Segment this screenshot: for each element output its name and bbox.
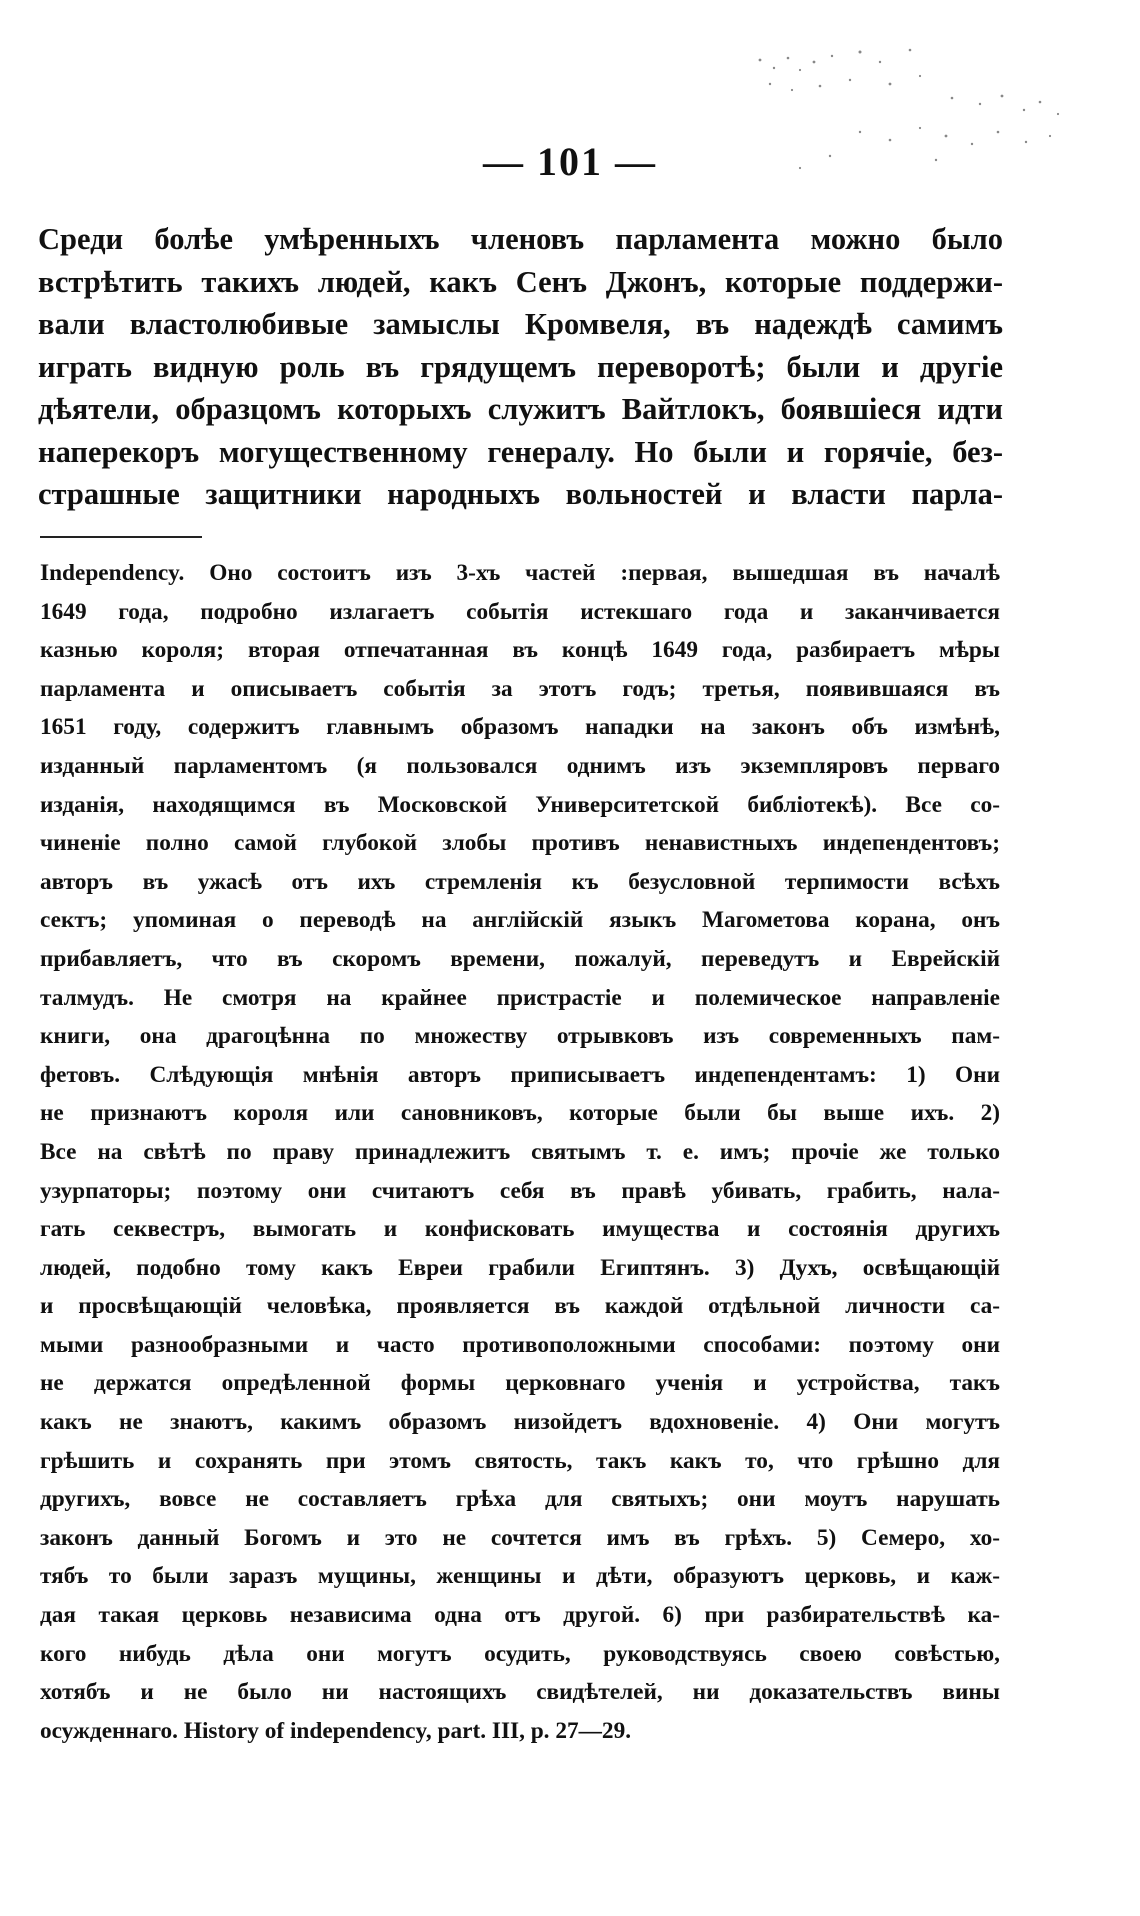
footnote-line: узурпаторы; поэтому они считаютъ себя въ правѣ убивать, грабить, нала-: [40, 1177, 1000, 1204]
text-line: дѣятели, образцомъ которыхъ служитъ Вайтлокъ, боявшіеся идти: [38, 392, 1003, 426]
footnote-line: казнью короля; вторая отпечатанная въ концѣ 1649 года, разбираетъ мѣры: [40, 637, 1000, 664]
footnote-line: Independency. Оно состоитъ изъ 3-хъ частей :первая, вышедшая въ началѣ: [40, 560, 1000, 586]
footnote-line: талмудъ. Не смотря на крайнее пристрастіе и полемическое направленіе: [40, 984, 1000, 1011]
footnote-line: книги, она драгоцѣнна по множеству отрывковъ изъ современныхъ пам-: [40, 1023, 1000, 1050]
footnote-line: изданія, находящимся въ Московской Университетской библіотекѣ). Все со-: [40, 791, 1000, 818]
footnote-line: чиненіе полно самой глубокой злобы противъ ненавистныхъ индепендентовъ;: [40, 830, 1000, 857]
footnote-line: дая такая церковь независима одна отъ другой. 6) при разбирательствѣ ка-: [40, 1602, 1000, 1629]
footnote-line: законъ данный Богомъ и это не сочтется имъ въ грѣхъ. 5) Семеро, хо-: [40, 1524, 1000, 1551]
footnote-line: прибавляетъ, что въ скоромъ времени, пожалуй, переведутъ и Еврейскій: [40, 945, 1000, 972]
text-line: Среди болѣе умѣренныхъ членовъ парламента можно было: [38, 222, 1003, 256]
footnote-line: сектъ; упоминая о переводѣ на англійскій языкъ Магометова корана, онъ: [40, 907, 1000, 934]
text-line: встрѣтить такихъ людей, какъ Сенъ Джонъ, которые поддержи-: [38, 264, 1003, 299]
main-paragraph: [38, 218, 1003, 516]
footnote-line: гать секвестръ, вымогать и конфисковать имущества и состоянія другихъ: [40, 1216, 1000, 1243]
footnote-line: другихъ, вовсе не составляетъ грѣха для святыхъ; они моутъ нарушать: [40, 1486, 1000, 1513]
footnote-line: и просвѣщающій человѣка, проявляется въ каждой отдѣльной личности са-: [40, 1293, 1000, 1320]
footnote-line: Все на свѣтѣ по праву принадлежитъ святымъ т. е. имъ; прочіе же только: [40, 1138, 1000, 1165]
footnote-line: какъ не знаютъ, какимъ образомъ низойдетъ вдохновеніе. 4) Они могутъ: [40, 1409, 1000, 1436]
footnote-line: мыми разнообразными и часто противоположными способами: поэтому они: [40, 1331, 1000, 1358]
footnote-line: изданный парламентомъ (я пользовался однимъ изъ экземпляровъ перваго: [40, 752, 1000, 779]
page-number: — 101 —: [483, 139, 657, 184]
footnote-line: хотябъ и не было ни настоящихъ свидѣтелей, ни доказательствъ вины: [40, 1679, 1000, 1706]
footnote-line: 1649 года, подробно излагаетъ событія истекшаго года и заканчивается: [40, 598, 1000, 625]
footnote-line: парламента и описываетъ событія за этотъ годъ; третья, появившаяся въ: [40, 675, 1000, 702]
footnote-line: грѣшить и сохранять при этомъ святость, такъ какъ то, что грѣшно для: [40, 1447, 1000, 1474]
text-line: наперекоръ могущественному генералу. Но были и горячіе, без-: [38, 434, 1003, 469]
footnote-line: осужденнаго. History of independency, part. III, p. 27—29.: [40, 1717, 632, 1744]
text-line: вали властолюбивые замыслы Кромвеля, въ надеждѣ самимъ: [38, 307, 1003, 341]
footnote-line: фетовъ. Слѣдующія мнѣнія авторъ приписываетъ индепендентамъ: 1) Они: [40, 1061, 1000, 1088]
footnote-line: людей, подобно тому какъ Евреи грабили Египтянъ. 3) Духъ, освѣщающій: [40, 1254, 1000, 1281]
footnote-line: не признаютъ короля или сановниковъ, которые были бы выше ихъ. 2): [40, 1100, 1000, 1127]
footnote-line: тябъ то были заразъ мущины, женщины и дѣти, образуютъ церковь, и каж-: [40, 1563, 1000, 1590]
footnote-line: 1651 году, содержитъ главнымъ образомъ нападки на законъ объ измѣнѣ,: [40, 714, 1000, 741]
footnote: [40, 554, 1000, 1750]
footnote-line: авторъ въ ужасѣ отъ ихъ стремленія къ безусловной терпимости всѣхъ: [40, 868, 1000, 895]
text-line: страшные защитники народныхъ вольностей и власти парла-: [38, 477, 1003, 511]
text-line: играть видную роль въ грядущемъ переворотѣ; были и другіе: [38, 349, 1003, 384]
footnote-separator: [40, 536, 202, 538]
footnote-line: не держатся опредѣленной формы церковнаго ученія и устройства, такъ: [40, 1370, 1000, 1397]
footnote-line: кого нибудь дѣла они могутъ осудить, руководствуясь своею совѣстью,: [40, 1640, 1000, 1667]
